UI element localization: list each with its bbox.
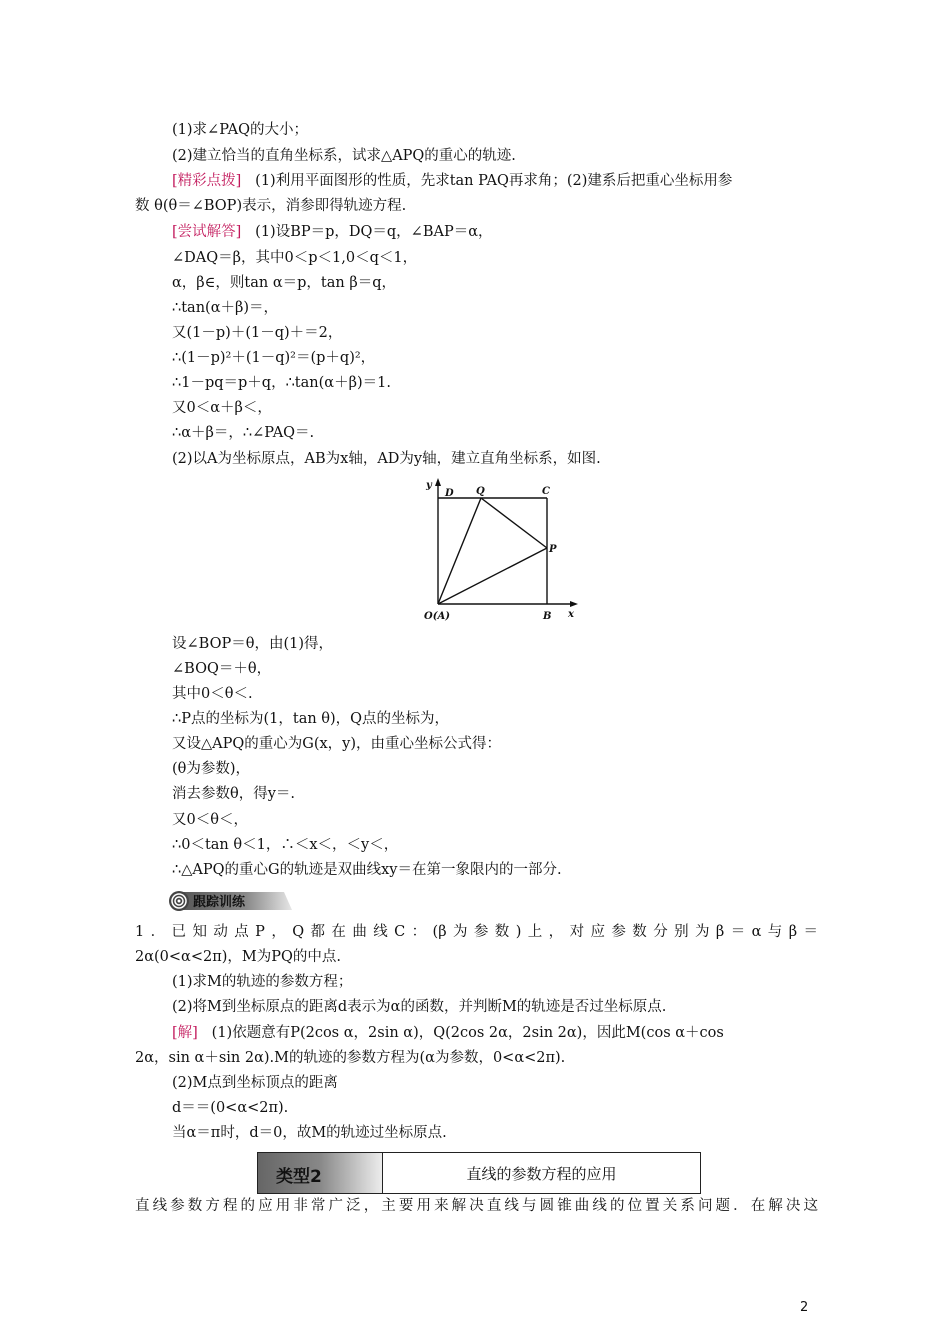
step-4: 又(1－p)＋(1－q)＋＝2， [172, 325, 343, 341]
x-arrow-icon [570, 601, 578, 607]
label-Q: Q [476, 486, 485, 497]
step-9: (2)以A为坐标原点，AB为x轴，AD为y轴，建立直角坐标系，如图. [172, 451, 601, 467]
step-3: ∴tan(α＋β)＝， [172, 300, 279, 316]
type-label-cell [258, 1153, 383, 1193]
type-title: 直线的参数方程的应用 [466, 1164, 617, 1183]
label-O: O(A) [424, 611, 450, 622]
segment-AQ [438, 498, 481, 604]
step-5: ∴(1－p)²＋(1－q)²＝(p＋q)²， [172, 350, 376, 366]
sol2-line-3: 其中0＜θ＜. [172, 686, 253, 702]
coordinate-figure [418, 476, 588, 628]
banner-label: 跟踪训练 [193, 895, 246, 910]
sol2-line-8: 又0＜θ＜， [172, 812, 248, 828]
type-label: 类型2 [276, 1167, 322, 1187]
sol2-line-10: ∴△APQ的重心G的轨迹是双曲线xy＝在第一象限内的一部分. [172, 862, 562, 878]
step-8: ∴α＋β＝，∴∠PAQ＝. [172, 425, 315, 441]
type-header-box [257, 1152, 701, 1194]
hint-line [172, 171, 732, 191]
question-2: (2)建立恰当的直角坐标系，试求△APQ的重心的轨迹. [172, 148, 516, 164]
segment-QP [481, 498, 547, 548]
sol2-line-7: 消去参数θ，得y＝. [172, 786, 296, 802]
solution-line-4: d＝＝(0<α<2π). [172, 1100, 289, 1116]
try-tag: [尝试解答] [172, 224, 242, 240]
y-arrow-icon [435, 478, 441, 486]
sol2-line-1: 设∠BOP＝θ，由(1)得， [172, 636, 333, 652]
solution-text: (1)依题意有P(2cos α，2sin α)，Q(2cos 2α，2sin 2α)，因此M(cos α＋cos [211, 1025, 724, 1041]
exercise-part-2: (2)将M到坐标原点的距离d表示为α的函数，并判断M的轨迹是否过坐标原点. [172, 999, 667, 1015]
label-C: C [542, 486, 550, 497]
segment-AP [438, 548, 547, 604]
sol2-line-5: 又设△APQ的重心为G(x，y)，由重心坐标公式得： [172, 736, 502, 752]
label-x: x [568, 609, 574, 620]
try-line [172, 222, 493, 242]
question-1: (1)求∠PAQ的大小； [172, 122, 308, 138]
label-P: P [549, 544, 557, 555]
closing-paragraph: 直线参数方程的应用非常广泛，主要用来解决直线与圆锥曲线的位置关系问题．在解决这 [135, 1198, 818, 1214]
solution-tag: [解] [172, 1025, 198, 1041]
sol2-line-2: ∠BOQ＝＋θ， [172, 661, 272, 677]
label-y: y [426, 480, 432, 491]
solution-line-2: 2α，sin α＋sin 2α).M的轨迹的参数方程为(α为参数，0<α<2π). [135, 1050, 566, 1066]
label-B: B [543, 611, 552, 622]
hint-tag: [精彩点拨] [172, 173, 242, 189]
step-7: 又0＜α＋β＜， [172, 400, 272, 416]
step-1: ∠DAQ＝β，其中0＜p＜1,0＜q＜1， [172, 250, 418, 266]
sol2-line-4: ∴P点的坐标为(1，tan θ)，Q点的坐标为， [172, 711, 450, 727]
step-6: ∴1－pq＝p＋q，∴tan(α＋β)＝1. [172, 375, 391, 391]
sol2-line-6: (θ为参数)， [172, 761, 251, 777]
exercise-line-1: 1．已知动点P，Q都在曲线C：(β为参数)上，对应参数分别为β＝α与β＝ [135, 924, 818, 940]
step-2: α，β∈，则tan α＝p，tan β＝q， [172, 275, 396, 291]
label-D: D [445, 488, 454, 499]
try-text: (1)设BP＝p，DQ＝q，∠BAP＝α， [255, 224, 493, 240]
exercise-part-1: (1)求M的轨迹的参数方程； [172, 974, 353, 990]
sol2-line-9: ∴0＜tan θ＜1，∴＜x＜，＜y＜， [172, 837, 399, 853]
solution-line-1 [172, 1023, 724, 1043]
hint-continuation: 数 θ(θ＝∠BOP)表示，消参即得轨迹方程. [135, 198, 407, 214]
solution-line-5: 当α＝π时，d＝0，故M的轨迹过坐标原点. [172, 1125, 447, 1141]
solution-line-3: (2)M点到坐标顶点的距离 [172, 1075, 338, 1091]
tracking-banner [168, 890, 292, 912]
hint-text: (1)利用平面图形的性质，先求tan PAQ再求角；(2)建系后把重心坐标用参 [255, 173, 733, 189]
exercise-line-2: 2α(0<α<2π)，M为PQ的中点. [135, 949, 342, 965]
page-number: 2 [800, 1300, 809, 1315]
